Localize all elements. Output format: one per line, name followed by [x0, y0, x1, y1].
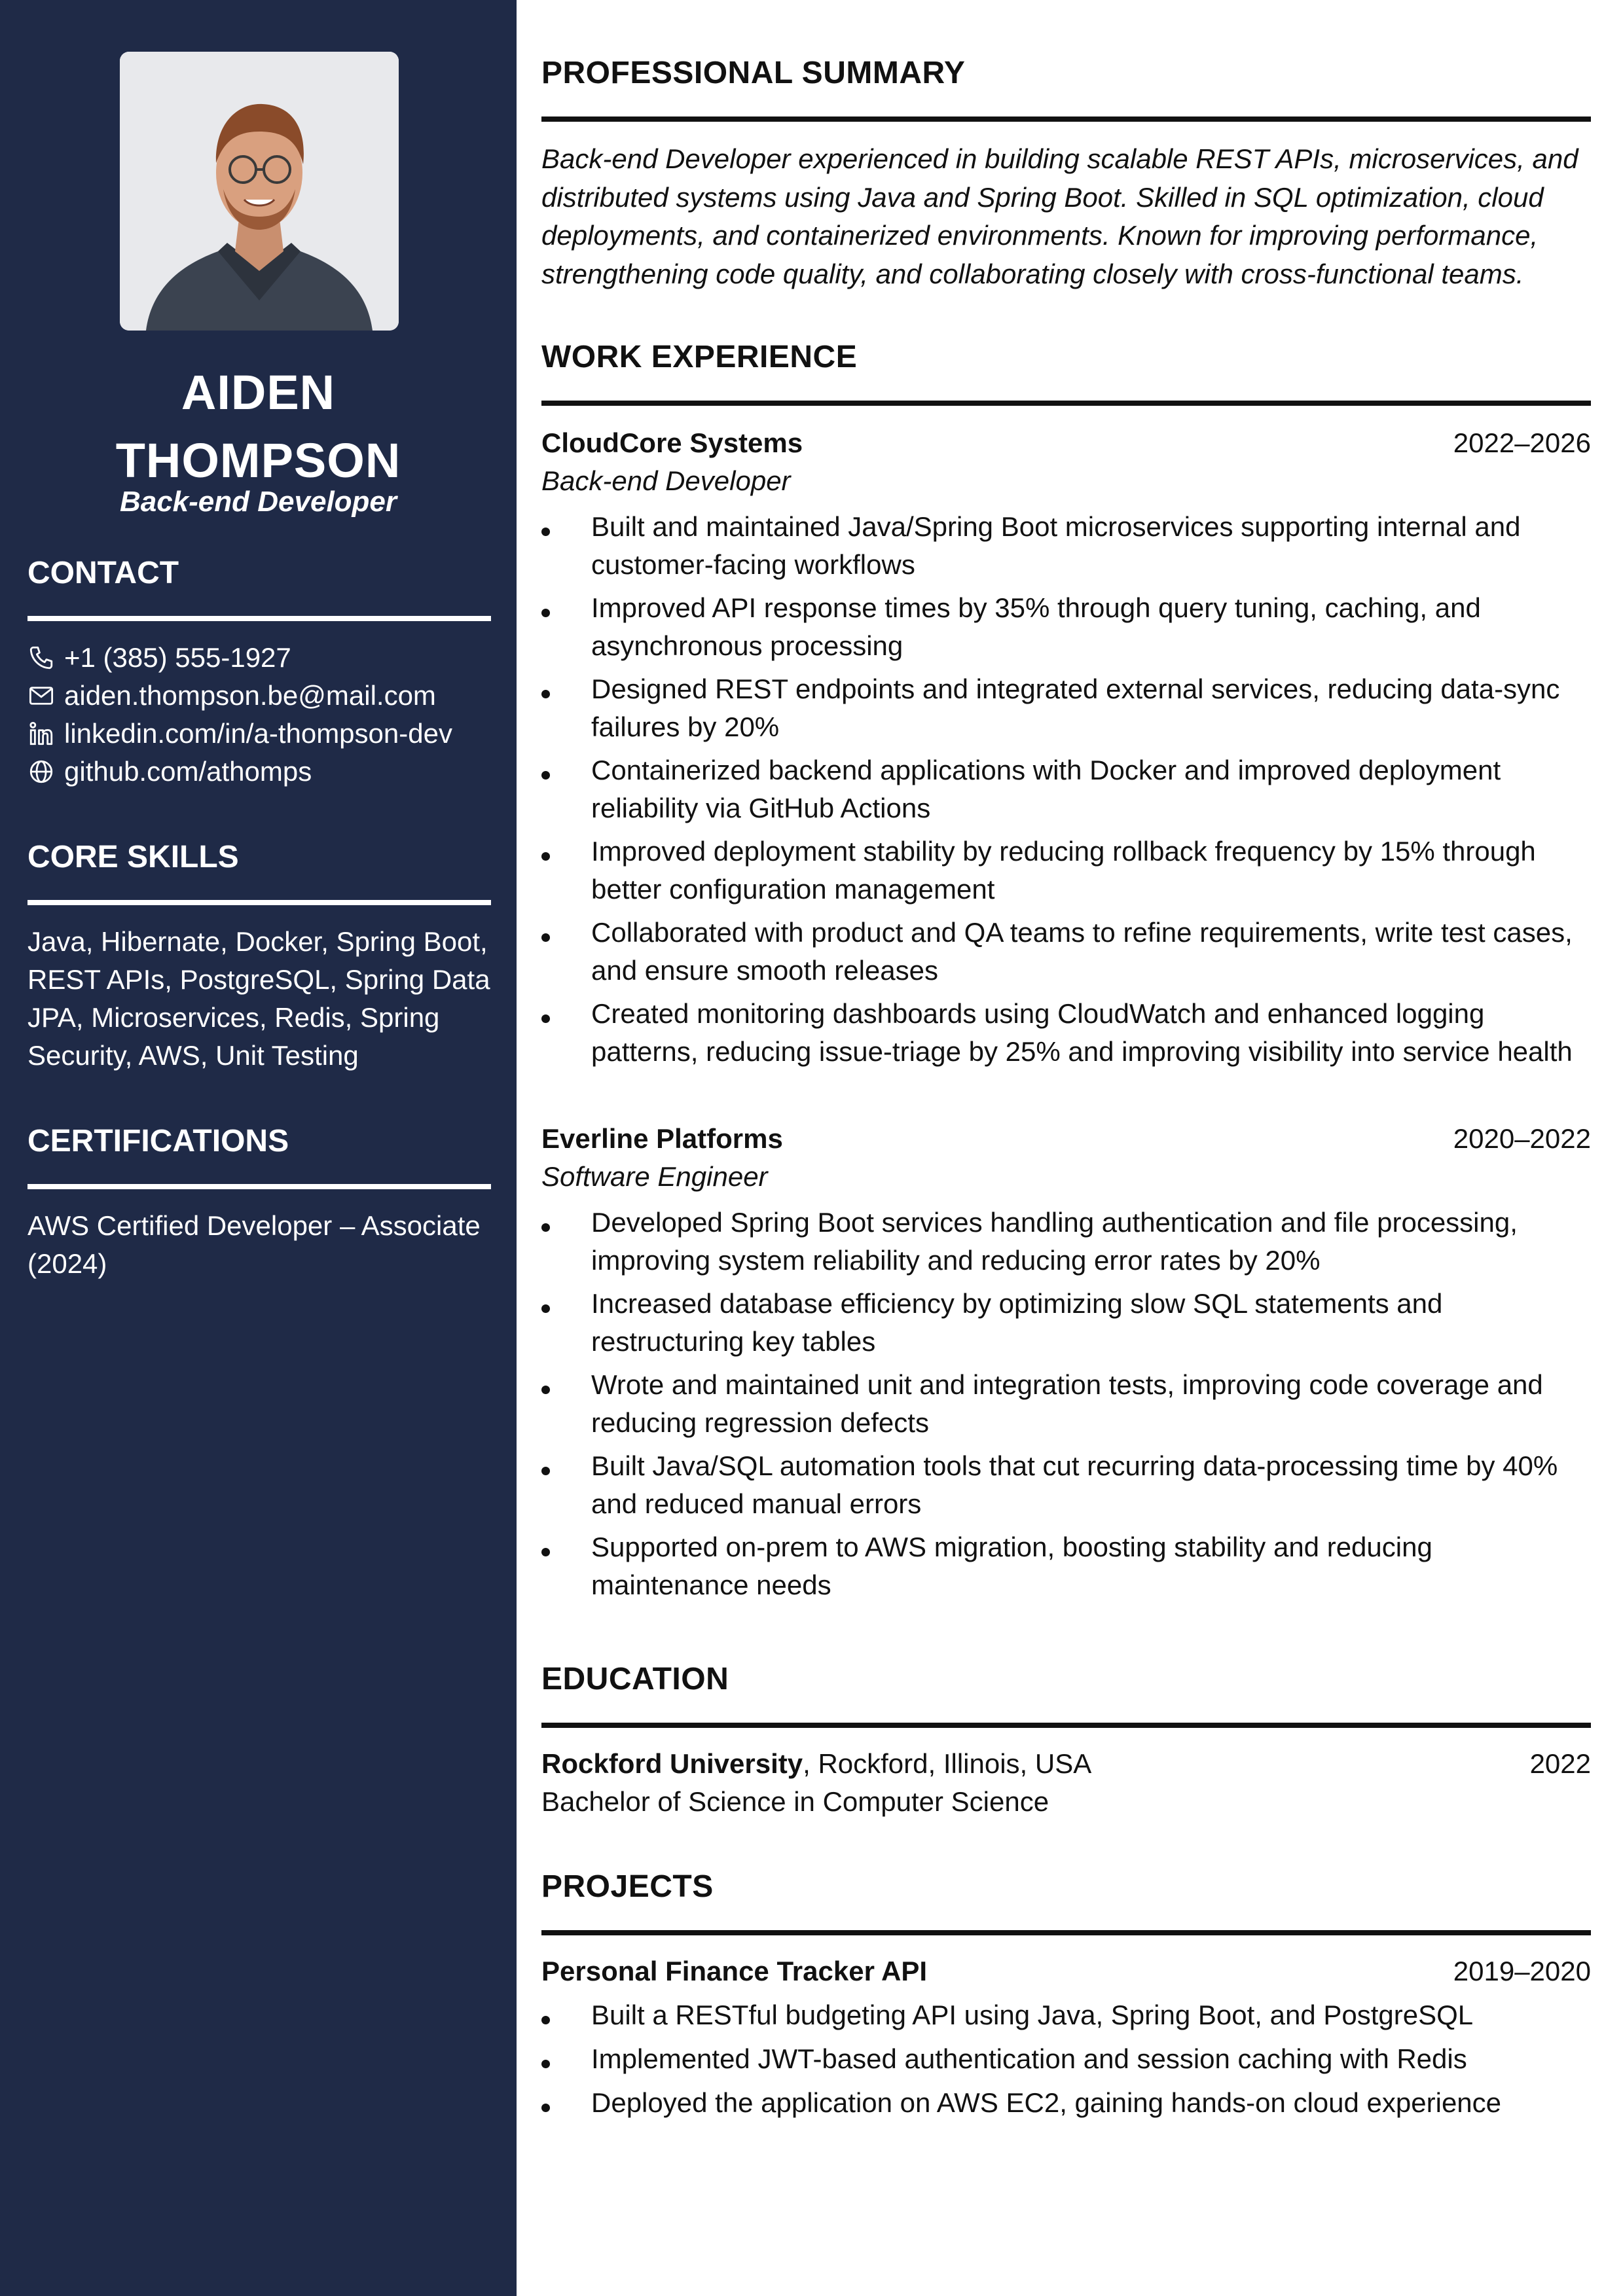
profile-photo [120, 52, 399, 331]
certifications-divider [27, 1184, 491, 1189]
bullet-text: Built Java/SQL automation tools that cut recurring data-processing time by 40% and reduced manual errors [591, 1450, 1558, 1519]
bullet-icon [541, 1223, 550, 1232]
projects-divider [541, 1930, 1591, 1935]
list-item [541, 1285, 1591, 1361]
job-title: Software Engineer [541, 1161, 768, 1192]
bullet-icon [541, 690, 550, 698]
email-text: aiden.thompson.be@mail.com [64, 680, 436, 711]
bullet-icon [541, 1467, 550, 1475]
school-name: Rockford University [541, 1748, 803, 1779]
list-item [541, 2084, 1591, 2122]
bullet-icon [541, 528, 550, 536]
candidate-role: Back-end Developer [119, 486, 397, 518]
skills-text: Java, Hibernate, Docker, Spring Boot, REST APIs, PostgreSQL, Spring Data JPA, Microservices, Redis, Spring Security, AWS, Unit Testing [27, 926, 490, 1071]
job-bullets [541, 508, 1591, 1076]
project-name: Personal Finance Tracker API [541, 1956, 928, 1986]
job-title: Back-end Developer [541, 465, 791, 496]
globe-icon [27, 758, 55, 785]
bullet-text: Supported on-prem to AWS migration, boosting stability and reducing maintenance needs [591, 1532, 1432, 1600]
education-heading: EDUCATION [541, 1662, 729, 1696]
list-item [541, 995, 1591, 1071]
certifications-text: AWS Certified Developer – Associate (2024) [27, 1210, 481, 1279]
bullet-icon [541, 1014, 550, 1023]
certifications-heading: CERTIFICATIONS [27, 1124, 289, 1158]
bullet-text: Developed Spring Boot services handling authentication and file processing, improving system reliability and reducing error rates by 20% [591, 1207, 1518, 1276]
phone-text: +1 (385) 555-1927 [64, 642, 291, 673]
github-text: github.com/athomps [64, 756, 312, 787]
skills-divider [27, 900, 491, 905]
bullet-text: Created monitoring dashboards using CloudWatch and enhanced logging patterns, reducing issue-triage by 25% and improving visibility into service health [591, 998, 1573, 1067]
contact-phone[interactable] [27, 639, 499, 677]
school-location: , Rockford, Illinois, USA [803, 1748, 1092, 1779]
list-item [541, 1528, 1591, 1604]
bullet-text: Containerized backend applications with Docker and improved deployment reliability via GitHub Actions [591, 755, 1501, 823]
summary-heading: PROFESSIONAL SUMMARY [541, 56, 966, 90]
bullet-text: Improved API response times by 35% through query tuning, caching, and asynchronous processing [591, 592, 1481, 661]
list-item [541, 1996, 1591, 2034]
bullet-icon [541, 1386, 550, 1394]
sidebar [0, 0, 517, 2296]
bullet-text: Wrote and maintained unit and integration tests, improving code coverage and reducing regression defects [591, 1369, 1543, 1438]
bullet-icon [541, 1304, 550, 1313]
bullet-text: Deployed the application on AWS EC2, gaining hands-on cloud experience [591, 2087, 1502, 2118]
experience-divider [541, 401, 1591, 406]
bullet-text: Designed REST endpoints and integrated external services, reducing data-sync failures by 20% [591, 673, 1560, 742]
list-item [541, 1366, 1591, 1442]
contact-email[interactable] [27, 677, 499, 715]
bullet-icon [541, 933, 550, 942]
contact-divider [27, 616, 491, 621]
bullet-text: Collaborated with product and QA teams to refine requirements, write test cases, and ensure smooth releases [591, 917, 1573, 986]
projects-heading: PROJECTS [541, 1869, 714, 1904]
bullet-icon [541, 2060, 550, 2068]
list-item [541, 1204, 1591, 1280]
list-item [541, 589, 1591, 665]
contact-linkedin[interactable] [27, 715, 499, 753]
list-item [541, 670, 1591, 746]
bullet-icon [541, 2016, 550, 2024]
job-dates: 2020–2022 [1453, 1123, 1591, 1154]
job-company: CloudCore Systems [541, 427, 803, 458]
profile-portrait-image [120, 52, 399, 331]
education-year: 2022 [1529, 1748, 1591, 1779]
summary-divider [541, 117, 1591, 122]
job-company: Everline Platforms [541, 1123, 783, 1154]
education-header [541, 1745, 1591, 1783]
list-item [541, 1447, 1591, 1523]
project-bullets [541, 1996, 1591, 2128]
job-header [541, 424, 1591, 462]
skills-heading: CORE SKILLS [27, 840, 239, 874]
bullet-icon [541, 2104, 550, 2112]
mail-icon [27, 682, 55, 709]
bullet-icon [541, 609, 550, 617]
bullet-text: Built and maintained Java/Spring Boot microservices supporting internal and customer-facing workflows [591, 511, 1521, 580]
project-dates: 2019–2020 [1453, 1956, 1591, 1986]
job-dates: 2022–2026 [1453, 427, 1591, 458]
bullet-icon [541, 1548, 550, 1556]
bullet-icon [541, 852, 550, 861]
project-header [541, 1952, 1591, 1990]
education-divider [541, 1723, 1591, 1728]
contact-github[interactable] [27, 753, 499, 791]
job-bullets [541, 1204, 1591, 1609]
list-item [541, 833, 1591, 908]
candidate-name [0, 359, 517, 495]
list-item [541, 508, 1591, 584]
name-first: AIDEN [181, 365, 336, 420]
job-header [541, 1120, 1591, 1158]
phone-icon [27, 644, 55, 672]
summary-text: Back-end Developer experienced in building scalable REST APIs, microservices, and distributed systems using Java and Spring Boot. Skilled in SQL optimization, cloud deployments, and containerized environments. Known for improving performance, strengthening code quality, and collaborating closely with cross-functional teams. [541, 143, 1578, 289]
linkedin-text: linkedin.com/in/a-thompson-dev [64, 718, 452, 749]
list-item [541, 751, 1591, 827]
bullet-icon [541, 771, 550, 780]
bullet-text: Increased database efficiency by optimizing slow SQL statements and restructuring key tables [591, 1288, 1443, 1357]
bullet-text: Implemented JWT-based authentication and session caching with Redis [591, 2043, 1467, 2074]
bullet-text: Improved deployment stability by reducing rollback frequency by 15% through better configuration management [591, 836, 1536, 905]
list-item [541, 2040, 1591, 2078]
name-last: THOMPSON [115, 433, 401, 488]
contact-list [27, 639, 499, 791]
list-item [541, 914, 1591, 990]
bullet-text: Built a RESTful budgeting API using Java, Spring Boot, and PostgreSQL [591, 2000, 1474, 2030]
contact-heading: CONTACT [27, 556, 179, 590]
linkedin-icon [27, 720, 55, 747]
experience-heading: WORK EXPERIENCE [541, 340, 858, 374]
degree: Bachelor of Science in Computer Science [541, 1786, 1049, 1817]
